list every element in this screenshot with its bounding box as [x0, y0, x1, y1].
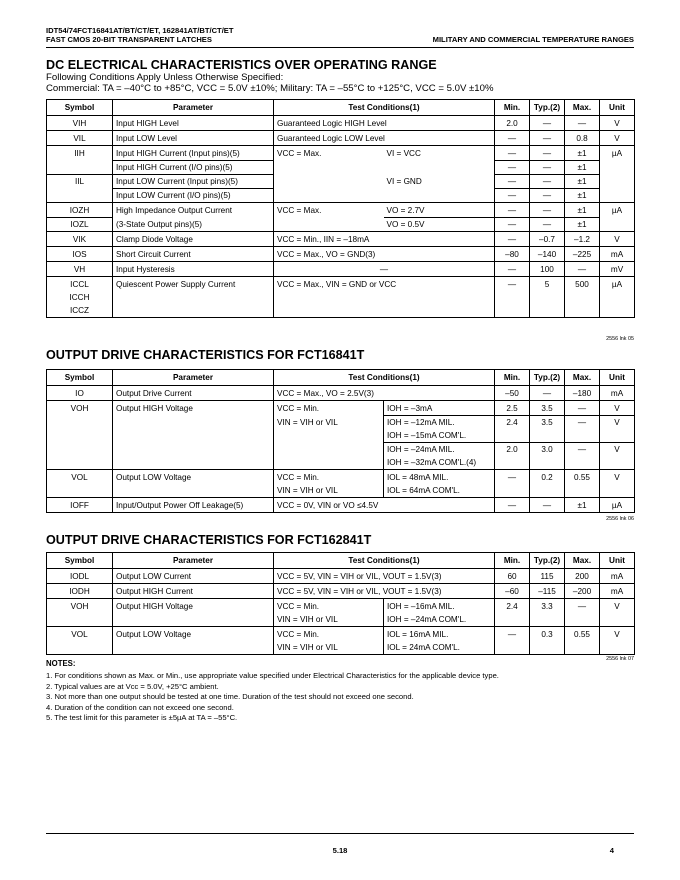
table-row [47, 262, 635, 277]
condition-cell: VO = 2.7V [384, 203, 495, 218]
condition-cell: VI = GND [386, 176, 422, 186]
condition-cell: VO = 0.5V [386, 220, 425, 229]
typ-cell: 3.0 [530, 443, 565, 470]
output-drive-fct162841t-table [46, 552, 635, 655]
condition-cell: IOH = –3mA [384, 401, 495, 416]
condition-cell: VCC = Min., IIN = –18mA [274, 232, 495, 247]
vcc-condition: VCC = Min. [277, 602, 320, 611]
unit-cell: V [600, 131, 635, 146]
table-reference: 2556 lnk 06 [606, 516, 634, 522]
typ-cell: –115 [530, 584, 565, 599]
max-cell: ±1 [565, 218, 600, 232]
min-cell: — [495, 498, 530, 513]
condition-cell: VCC = Max., VO = 2.5V(3) [274, 386, 495, 401]
condition-cell [384, 443, 495, 470]
symbol-iccz: ICCZ [69, 306, 90, 315]
parameter-cell: Input HIGH Current (I/O pins)(5) [113, 161, 274, 175]
table-header-row [47, 370, 635, 386]
min-cell: — [495, 175, 530, 189]
header-device-title: FAST CMOS 20-BIT TRANSPARENT LATCHES [46, 35, 212, 44]
condition-cell [384, 627, 495, 655]
col-header-test-conditions: Test Conditions(1) [274, 370, 495, 386]
col-header-typ: Typ.(2) [530, 370, 565, 386]
symbol-cell: VIL [47, 131, 113, 146]
max-cell: — [565, 262, 600, 277]
condition-cell: VCC = Max. [274, 203, 384, 232]
max-cell: –1.2 [565, 232, 600, 247]
typ-cell: 115 [530, 569, 565, 584]
dc-section-title: DC ELECTRICAL CHARACTERISTICS OVER OPERATING RANGE [46, 58, 437, 72]
condition-cell [274, 599, 384, 627]
table-row [47, 498, 635, 513]
typ-cell: — [530, 189, 565, 203]
min-cell: 2.0 [495, 116, 530, 131]
unit-cell: mV [600, 262, 635, 277]
od2-section-title: OUTPUT DRIVE CHARACTERISTICS FOR FCT162841T [46, 533, 372, 547]
header-divider [46, 47, 634, 48]
condition-cell: VCC = 0V, VIN or VO ≤4.5V [274, 498, 495, 513]
vin-condition: VIN = VIH or VIL [277, 643, 338, 652]
min-cell: 2.0 [495, 443, 530, 470]
parameter-cell: Output HIGH Voltage [113, 401, 274, 470]
condition-cell: VIN = VIH or VIL [274, 416, 384, 470]
header-temperature-ranges: MILITARY AND COMMERCIAL TEMPERATURE RANGES [432, 35, 634, 44]
footer-section-number: 5.18 [332, 846, 348, 855]
max-cell: ±1 [565, 203, 600, 218]
parameter-cell: Short Circuit Current [113, 247, 274, 262]
col-header-symbol: Symbol [47, 553, 113, 569]
typ-cell: 5 [530, 277, 565, 318]
table-row [47, 386, 635, 401]
table-header-row [47, 553, 635, 569]
unit-cell: V [600, 401, 635, 416]
col-header-parameter: Parameter [113, 553, 274, 569]
max-cell: 0.55 [565, 627, 600, 655]
parameter-cell: Input LOW Current (I/O pins)(5) [113, 189, 274, 203]
max-cell: ±1 [565, 498, 600, 513]
unit-cell: V [600, 116, 635, 131]
unit-cell: mA [600, 569, 635, 584]
iol-mil: IOL = 48mA MIL. [387, 473, 449, 482]
parameter-cell: Input Hysteresis [113, 262, 274, 277]
notes-title: NOTES: [46, 659, 76, 668]
iol-coml: IOL = 64mA COM'L. [387, 486, 460, 495]
typ-cell: — [530, 161, 565, 175]
vin-condition: VIN = VIH or VIL [277, 615, 338, 624]
parameter-cell: Input/Output Power Off Leakage(5) [113, 498, 274, 513]
od1-section-title: OUTPUT DRIVE CHARACTERISTICS FOR FCT16841T [46, 348, 365, 362]
ioh-coml: IOH = –24mA COM'L. [387, 615, 467, 624]
min-cell: — [495, 131, 530, 146]
parameter-cell: Input LOW Level [113, 131, 274, 146]
min-cell: –80 [495, 247, 530, 262]
symbol-cell: IODH [47, 584, 113, 599]
symbol-cell: VOL [47, 470, 113, 498]
typ-cell: 3.5 [530, 416, 565, 443]
unit-cell: V [600, 599, 635, 627]
table-row [47, 116, 635, 131]
unit-cell: µA [600, 146, 635, 203]
max-cell: ±1 [565, 161, 600, 175]
min-cell: –60 [495, 584, 530, 599]
parameter-cell: Quiescent Power Supply Current [113, 277, 274, 318]
min-cell: — [495, 189, 530, 203]
dc-conditions-line1: Following Conditions Apply Unless Otherwise Specified: [46, 72, 284, 83]
table-row [47, 203, 635, 218]
max-cell: ±1 [565, 175, 600, 189]
col-header-test-conditions: Test Conditions(1) [274, 100, 495, 116]
parameter-cell: Output HIGH Current [113, 584, 274, 599]
col-header-typ: Typ.(2) [530, 100, 565, 116]
max-cell: 500 [565, 277, 600, 318]
vcc-condition: VCC = Min. [277, 630, 320, 639]
table-row [47, 470, 635, 498]
min-cell: — [495, 146, 530, 161]
table-header-row [47, 100, 635, 116]
max-cell: 0.55 [565, 470, 600, 498]
typ-cell: — [530, 116, 565, 131]
condition-cell: VCC = Max. [274, 146, 384, 203]
table-row [47, 146, 635, 161]
unit-cell: mA [600, 247, 635, 262]
iol-mil: IOL = 16mA MIL. [387, 630, 449, 639]
parameter-cell: Input HIGH Level [113, 116, 274, 131]
table-row [47, 599, 635, 627]
parameter-cell: High Impedance Output Current [113, 203, 274, 218]
condition-cell [384, 416, 495, 443]
header-left [46, 26, 234, 44]
note-item: 1. For conditions shown as Max. or Min., use appropriate value specified under Electrical Characteristics for the applicable device type. [46, 671, 499, 680]
max-cell: — [565, 416, 600, 443]
vcc-condition: VCC = Min. [277, 473, 320, 482]
table-row [47, 232, 635, 247]
note-item: 5. The test limit for this parameter is ±5µA at TA = –55°C. [46, 713, 238, 723]
max-cell: — [565, 401, 600, 416]
parameter-cell: Output LOW Voltage [113, 470, 274, 498]
table-row [47, 277, 635, 318]
dc-characteristics-table [46, 99, 635, 318]
max-cell: — [565, 599, 600, 627]
col-header-min: Min. [495, 370, 530, 386]
col-header-unit: Unit [600, 370, 635, 386]
col-header-unit: Unit [600, 553, 635, 569]
col-header-min: Min. [495, 100, 530, 116]
symbol-cell: IOZH [47, 203, 113, 218]
typ-cell: 100 [530, 262, 565, 277]
typ-cell: 0.2 [530, 470, 565, 498]
condition-cell: VCC = 5V, VIN = VIH or VIL, VOUT = 1.5V(3) [274, 584, 495, 599]
table-row [47, 247, 635, 262]
table-row [47, 401, 635, 416]
typ-cell: — [530, 146, 565, 161]
min-cell: 2.5 [495, 401, 530, 416]
max-cell: 0.8 [565, 131, 600, 146]
col-header-symbol: Symbol [47, 370, 113, 386]
typ-cell: — [530, 175, 565, 189]
typ-cell: — [530, 131, 565, 146]
col-header-max: Max. [565, 100, 600, 116]
iol-coml: IOL = 24mA COM'L. [387, 643, 460, 652]
parameter-cell: Clamp Diode Voltage [113, 232, 274, 247]
condition-cell: Guaranteed Logic HIGH Level [274, 116, 495, 131]
condition-cell: VCC = Max., VO = GND(3) [274, 247, 495, 262]
symbol-cell: IOS [47, 247, 113, 262]
symbol-cell: IIL [47, 175, 113, 189]
max-cell: ±1 [565, 146, 600, 161]
dc-conditions-line2: Commercial: TA = –40°C to +85°C, VCC = 5.0V ±10%; Military: TA = –55°C to +125°C, VCC = 5.0V ±10% [46, 83, 494, 94]
note-item: 2. Typical values are at Vcc = 5.0V, +25°C ambient. [46, 681, 219, 691]
min-cell: 60 [495, 569, 530, 584]
col-header-max: Max. [565, 370, 600, 386]
condition-cell [274, 627, 384, 655]
symbol-cell: VIK [47, 232, 113, 247]
parameter-cell: Output LOW Voltage [113, 627, 274, 655]
ioh-coml: IOH = –15mA COM'L. [387, 431, 467, 440]
min-cell: — [495, 262, 530, 277]
table-reference: 2556 lnk 07 [606, 656, 634, 662]
condition-cell: VI = VCC [384, 146, 495, 161]
col-header-symbol: Symbol [47, 100, 113, 116]
unit-cell: V [600, 627, 635, 655]
unit-cell: µA [600, 277, 635, 318]
col-header-parameter: Parameter [113, 370, 274, 386]
condition-cell [384, 599, 495, 627]
min-cell: 2.4 [495, 416, 530, 443]
typ-cell: 3.5 [530, 401, 565, 416]
parameter-cell: Output LOW Current [113, 569, 274, 584]
condition-cell: VCC = Max., VIN = GND or VCC [274, 277, 495, 318]
typ-cell: 0.3 [530, 627, 565, 655]
unit-cell: mA [600, 386, 635, 401]
ioh-mil: IOH = –12mA MIL. [387, 418, 455, 427]
ioh-mil: IOH = –24mA MIL. [387, 445, 455, 454]
table-reference: 2556 lnk 05 [606, 336, 634, 342]
col-header-min: Min. [495, 553, 530, 569]
vin-condition: VIN = VIH or VIL [277, 486, 338, 495]
typ-cell: — [530, 386, 565, 401]
parameter-cell: Output HIGH Voltage [113, 599, 274, 627]
parameter-cell: Output Drive Current [113, 386, 274, 401]
max-cell: ±1 [565, 189, 600, 203]
symbol-cell: IODL [47, 569, 113, 584]
max-cell: –200 [565, 584, 600, 599]
symbol-cell [47, 277, 113, 318]
typ-cell: — [530, 218, 565, 232]
min-cell: — [495, 627, 530, 655]
symbol-cell: IOFF [47, 498, 113, 513]
symbol-cell: VIH [47, 116, 113, 131]
max-cell: –225 [565, 247, 600, 262]
condition-cell [274, 470, 384, 498]
condition-cell: Guaranteed Logic LOW Level [274, 131, 495, 146]
page-number: 4 [609, 846, 614, 855]
min-cell: — [495, 470, 530, 498]
footer-divider [46, 833, 634, 834]
symbol-cell: IOZL [47, 218, 113, 232]
unit-cell: V [600, 416, 635, 443]
ioh-coml: IOH = –32mA COM'L.(4) [387, 458, 477, 467]
min-cell: — [495, 277, 530, 318]
symbol-cell: VH [47, 262, 113, 277]
typ-cell: –0.7 [530, 232, 565, 247]
min-cell: — [495, 161, 530, 175]
min-cell: 2.4 [495, 599, 530, 627]
min-cell: — [495, 218, 530, 232]
condition-cell: — [274, 262, 495, 277]
table-row [47, 584, 635, 599]
unit-cell: mA [600, 584, 635, 599]
condition-cell [384, 470, 495, 498]
typ-cell: — [530, 203, 565, 218]
col-header-max: Max. [565, 553, 600, 569]
symbol-iccl: ICCL [70, 280, 89, 289]
typ-cell: — [530, 498, 565, 513]
parameter-cell: Input LOW Current (Input pins)(5) [113, 175, 274, 189]
condition-cell: VCC = 5V, VIN = VIH or VIL, VOUT = 1.5V(3) [274, 569, 495, 584]
max-cell: –180 [565, 386, 600, 401]
col-header-test-conditions: Test Conditions(1) [274, 553, 495, 569]
output-drive-fct16841t-table [46, 369, 635, 513]
unit-cell: µA [600, 498, 635, 513]
unit-cell: V [600, 470, 635, 498]
symbol-icch: ICCH [69, 293, 90, 302]
symbol-cell: IIH [47, 146, 113, 161]
min-cell: — [495, 232, 530, 247]
col-header-parameter: Parameter [113, 100, 274, 116]
header-part-number: IDT54/74FCT16841AT/BT/CT/ET, 162841AT/BT/CT/ET [46, 26, 234, 35]
note-item: 4. Duration of the condition can not exceed one second. [46, 702, 234, 712]
min-cell: — [495, 203, 530, 218]
min-cell: –50 [495, 386, 530, 401]
ioh-mil: IOH = –16mA MIL. [387, 602, 455, 611]
symbol-cell: VOL [47, 627, 113, 655]
condition-cell: VCC = Min. [274, 401, 384, 416]
note-item: 3. Not more than one output should be tested at one time. Duration of the test should not exceed one second. [46, 692, 414, 702]
symbol-cell: VOH [47, 599, 113, 627]
symbol-cell: VOH [47, 401, 113, 470]
table-row [47, 569, 635, 584]
parameter-cell: Input HIGH Current (Input pins)(5) [113, 146, 274, 161]
max-cell: — [565, 116, 600, 131]
unit-cell: V [600, 443, 635, 470]
unit-cell: V [600, 232, 635, 247]
col-header-unit: Unit [600, 100, 635, 116]
symbol-cell: IO [47, 386, 113, 401]
table-row [47, 627, 635, 655]
typ-cell: –140 [530, 247, 565, 262]
parameter-cell: (3-State Output pins)(5) [113, 218, 274, 232]
col-header-typ: Typ.(2) [530, 553, 565, 569]
max-cell: 200 [565, 569, 600, 584]
notes-list [46, 671, 499, 724]
unit-cell: µA [600, 203, 635, 232]
max-cell: — [565, 443, 600, 470]
typ-cell: 3.3 [530, 599, 565, 627]
table-row [47, 131, 635, 146]
